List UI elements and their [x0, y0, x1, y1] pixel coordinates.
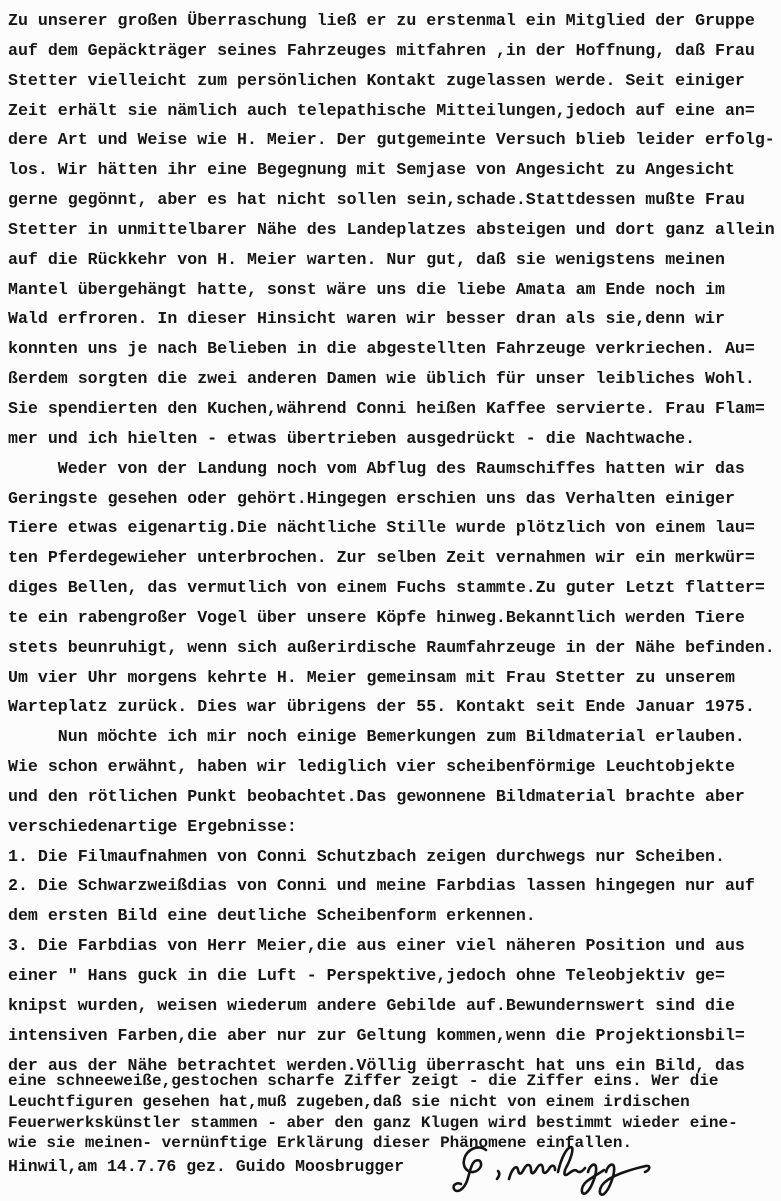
- text-line: einer " Hans guck in die Luft - Perspektive,jedoch ohne Teleobjektiv ge=: [8, 966, 725, 985]
- text-line: ßerdem sorgten die zwei anderen Damen wie üblich für unser leibliches Wohl.: [8, 369, 755, 389]
- text-line: Geringste gesehen oder gehört.Hingegen erschien uns das Verhalten einiger: [8, 488, 735, 508]
- text-line: verschiedenartige Ergebnisse:: [8, 816, 297, 836]
- text-line: te ein rabengroßer Vogel über unsere Köpfe hinweg.Bekanntlich werden Tiere: [8, 607, 745, 627]
- text-line: Stetter vielleicht zum persönlichen Kontakt zugelassen werde. Seit einiger: [8, 70, 745, 90]
- text-line: stets beunruhigt, wenn sich außerirdische Raumfahrzeuge in der Nähe befinden.: [8, 637, 775, 657]
- letter-closing-paragraph: [8, 1071, 778, 1154]
- text-line: der aus der Nähe betrachtet werden.Völlig überrascht hat uns ein Bild, das: [8, 1055, 745, 1075]
- text-line: ten Pferdegewieher unterbrochen. Zur selben Zeit vernahmen wir ein merkwür=: [8, 548, 755, 568]
- text-line: dem ersten Bild eine deutliche Scheibenform erkennen.: [8, 906, 536, 926]
- text-line: Leuchtfiguren gesehen hat,muß zugeben,daß sie nicht von einem irdischen: [8, 1092, 690, 1111]
- text-line: konnten uns je nach Belieben in die abgestellten Fahrzeuge verkriechen. Au=: [8, 339, 755, 359]
- text-line: Tiere etwas eigenartig.Die nächtliche Stille wurde plötzlich von einem lau=: [8, 518, 755, 538]
- text-line: Stetter in unmittelbarer Nähe des Landeplatzes absteigen und dort ganz allein: [8, 219, 775, 239]
- text-line: knipst wurden, weisen wiederum andere Gebilde auf.Bewundernswert sind die: [8, 995, 735, 1015]
- text-line: Weder von der Landung noch vom Abflug des Raumschiffes hatten wir das: [8, 458, 745, 478]
- text-line: Mantel übergehängt hatte, sonst wäre uns die liebe Amata am Ende noch im: [8, 279, 725, 299]
- text-line: gerne gegönnt, aber es hat nicht sollen sein,schade.Stattdessen mußte Frau: [8, 190, 745, 210]
- closing-row: [8, 1155, 778, 1200]
- text-line: eine schneeweiße,gestochen scharfe Ziffer zeigt - die Ziffer eins. Wer die: [8, 1072, 719, 1090]
- text-line: Zeit erhält sie nämlich auch telepathische Mitteilungen,jedoch auf eine an=: [8, 100, 755, 120]
- text-line: Wie schon erwähnt, haben wir lediglich vier scheibenförmige Leuchtobjekte: [8, 757, 735, 777]
- signature: [446, 1141, 661, 1201]
- text-line: los. Wir hätten ihr eine Begegnung mit Semjase von Angesicht zu Angesicht: [8, 160, 735, 180]
- text-line: 2. Die Schwarzweißdias von Conni und meine Farbdias lassen hingegen nur auf: [8, 876, 755, 896]
- text-line: mer und ich hielten - etwas übertrieben ausgedrückt - die Nachtwache.: [8, 428, 696, 448]
- text-line: 1. Die Filmaufnahmen von Conni Schutzbach zeigen durchwegs nur Scheiben.: [8, 846, 725, 866]
- text-line: Feuerwerkskünstler stammen - aber den ganz Klugen wird bestimmt wieder eine-: [8, 1113, 738, 1132]
- letter-body: [8, 6, 778, 1080]
- text-line: Wald erfroren. In dieser Hinsicht waren wir besser dran als sie,denn wir: [8, 309, 725, 329]
- text-line: Sie spendierten den Kuchen,während Conni heißen Kaffee servierte. Frau Flam=: [8, 398, 765, 418]
- text-line: Um vier Uhr morgens kehrte H. Meier gemeinsam mit Frau Stetter zu unserem: [8, 667, 735, 687]
- text-line: 3. Die Farbdias von Herr Meier,die aus einer viel näheren Position und aus: [8, 936, 745, 956]
- text-line: wie sie meinen- vernünftige Erklärung dieser Phänomene einfallen.: [8, 1134, 633, 1153]
- text-line: und den rötlichen Punkt beobachtet.Das gewonnene Bildmaterial brachte aber: [8, 786, 745, 806]
- text-line: Warteplatz zurück. Dies war übrigens der 55. Kontakt seit Ende Januar 1975.: [8, 697, 755, 717]
- text-line: auf die Rückkehr von H. Meier warten. Nur gut, daß sie wenigstens meinen: [8, 249, 725, 269]
- text-line: Nun möchte ich mir noch einige Bemerkungen zum Bildmaterial erlauben.: [8, 727, 745, 747]
- closing-line: Hinwil,am 14.7.76 gez. Guido Moosbrugger: [8, 1157, 405, 1176]
- text-line: dere Art und Weise wie H. Meier. Der gutgemeinte Versuch blieb leider erfolg-: [8, 130, 775, 150]
- text-line: auf dem Gepäckträger seines Fahrzeuges mitfahren ,in der Hoffnung, daß Frau: [8, 40, 755, 60]
- text-line: intensiven Farben,die aber nur zur Geltung kommen,wenn die Projektionsbil=: [8, 1025, 745, 1045]
- text-line: diges Bellen, das vermutlich von einem Fuchs stammte.Zu guter Letzt flatter=: [8, 578, 765, 598]
- text-line: Zu unserer großen Überraschung ließ er zu erstenmal ein Mitglied der Gruppe: [8, 11, 755, 30]
